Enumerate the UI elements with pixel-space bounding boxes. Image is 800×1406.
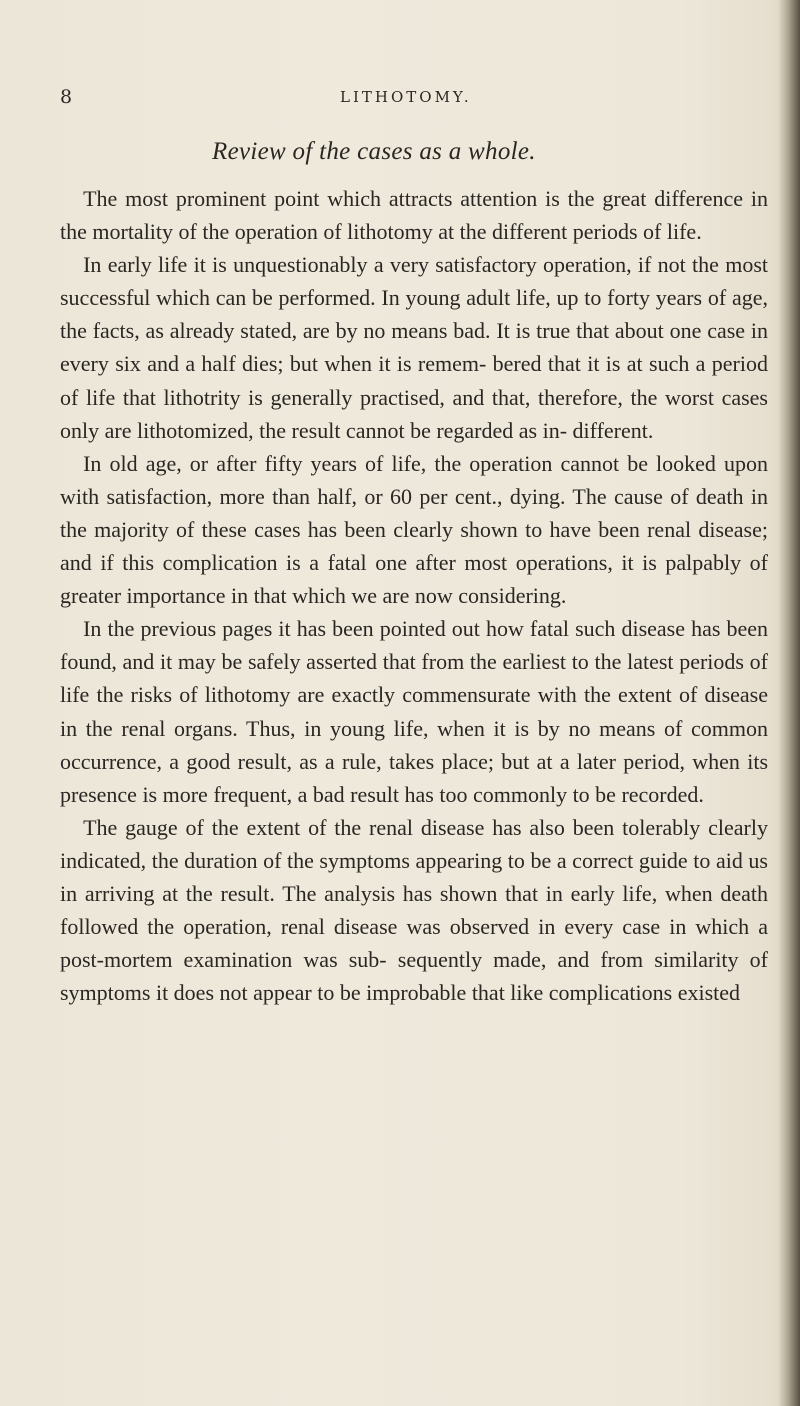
paragraph: In the previous pages it has been pointed out how fatal such disease has been found, and it may be safely asserted that from the earliest to the latest periods of life the risks of lithotomy are exactly commensurate with the extent of disease in the renal organs. Thus, in young life, when it is by no means of common occurrence, a good result, as a rule, takes place; but at a later period, when its presence is more frequent, a bad result has too commonly to be recorded. bbox=[60, 616, 768, 807]
page-edge-shadow bbox=[778, 0, 800, 1406]
paragraph: The gauge of the extent of the renal disease has also been tolerably clearly indicated, the duration of the symptoms appearing to be a correct guide to aid us in arriving at the result. The analysis has shown that in early life, when death followed the operation, renal disease was observed in every case in which a post-mortem examination was sub- sequently made, and from similarity of symptoms it does not appear to be improbable that like complications existed bbox=[60, 814, 768, 1006]
section-heading: Review of the cases as a whole. bbox=[212, 138, 536, 165]
running-head bbox=[60, 86, 770, 116]
body-text bbox=[60, 182, 768, 1009]
running-title: LITHOTOMY. bbox=[340, 88, 472, 106]
page-number: 8 bbox=[60, 86, 73, 108]
paragraph: The most prominent point which attracts attention is the great difference in the mortality of the operation of lithotomy at the different periods of life. bbox=[60, 186, 768, 245]
paragraph: In early life it is unquestionably a very satisfactory operation, if not the most successful which can be performed. In young adult life, up to forty years of age, the facts, as already stated, are by no means bad. It is true that about one case in every six and a half dies; but when it is remem- bered that it is at such a period of life that lithotrity is generally practised, and that, therefore, the worst cases only are lithotomized, the result cannot be regarded as in- different. bbox=[60, 252, 768, 443]
paragraph: In old age, or after fifty years of life, the operation cannot be looked upon with satisfaction, more than half, or 60 per cent., dying. The cause of death in the majority of these cases has been clearly shown to have been renal disease; and if this complication is a fatal one after most operations, it is palpably of greater importance in that which we are now considering. bbox=[60, 450, 768, 609]
